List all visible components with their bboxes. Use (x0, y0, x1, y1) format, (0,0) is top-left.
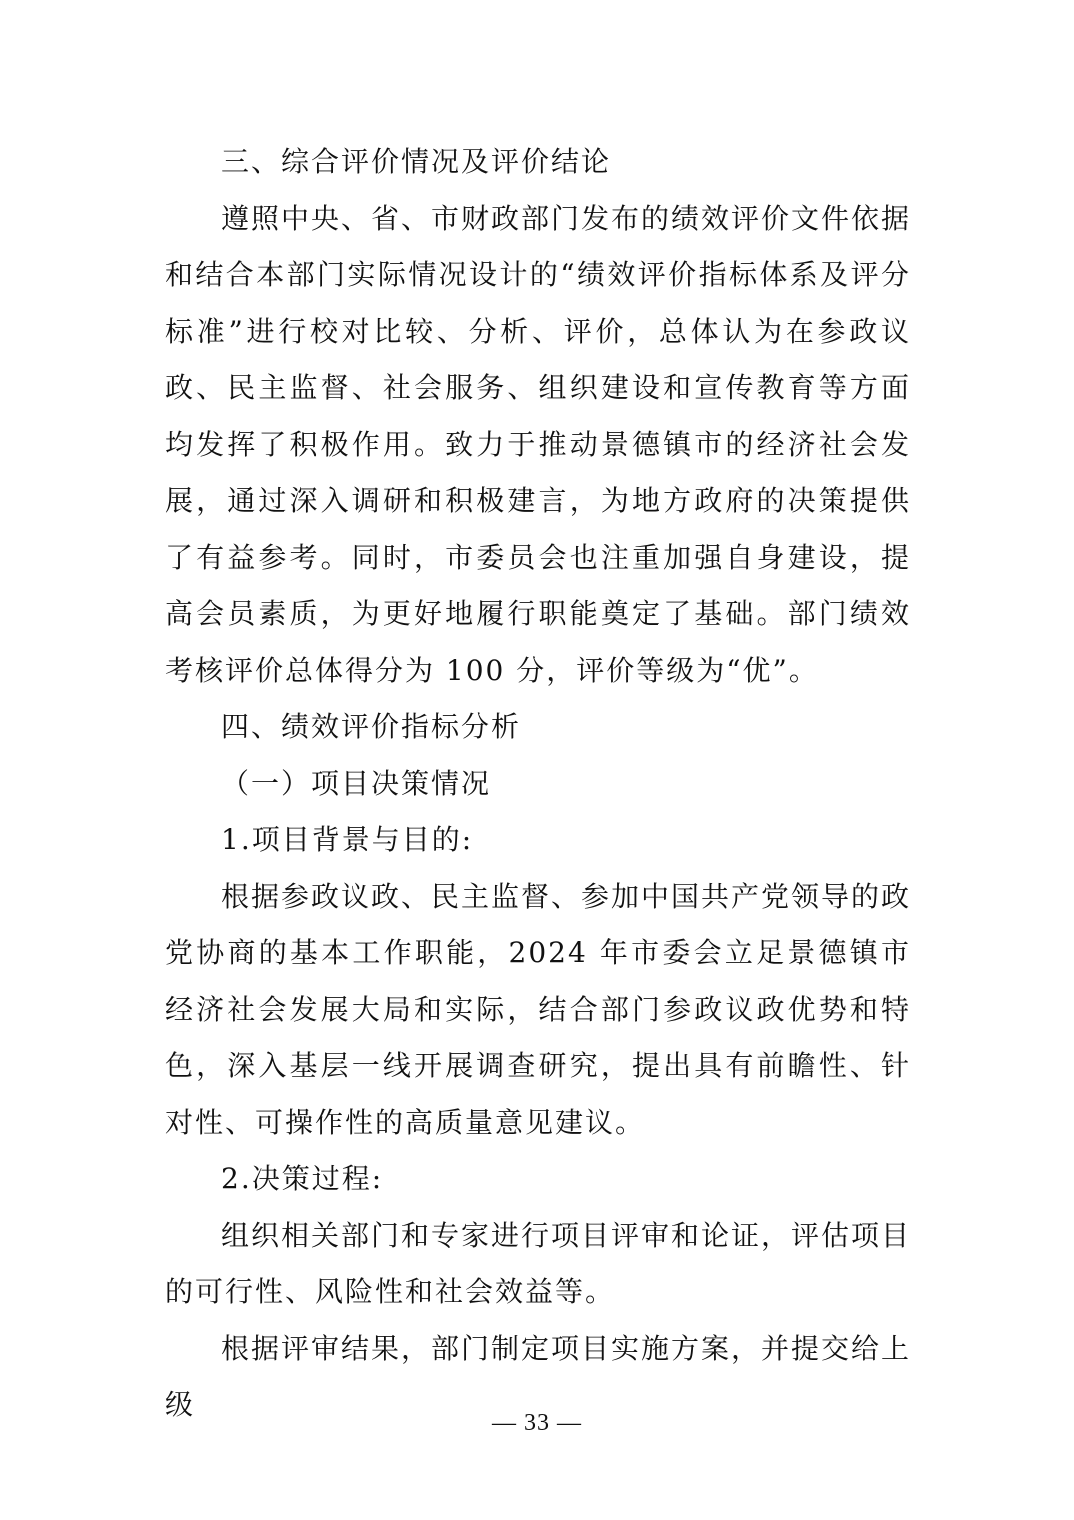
paragraph-review: 组织相关部门和专家进行项目评审和论证，评估项目的可行性、风险性和社会效益等。 (165, 1218, 912, 1308)
page-number: — 33 — (492, 1410, 582, 1436)
item-heading-background: 1.项目背景与目的: (221, 823, 474, 856)
item-heading-decision-process: 2.决策过程: (221, 1162, 384, 1195)
document-body (165, 134, 911, 1434)
section-heading-3: 三、综合评价情况及评价结论 (221, 145, 612, 178)
paragraph-evaluation-conclusion: 遵照中央、省、市财政部门发布的绩效评价文件依据和结合本部门实际情况设计的“绩效评价指标体系及评分标准”进行校对比较、分析、评价，总体认为在参政议政、民主监督、社会服务、组织建设和宣传教育等方面均发挥了积极作用。致力于推动景德镇市的经济社会发展，通过深入调研和积极建言，为地方政府的决策提供了有益参考。同时，市委员会也注重加强自身建设，提高会员素质，为更好地履行职能奠定了基础。部门绩效考核评价总体得分为 100 分，评价等级为“优”。 (165, 201, 912, 687)
paragraph-background: 根据参政议政、民主监督、参加中国共产党领导的政党协商的基本工作职能，2024 年市委会立足景德镇市经济社会发展大局和实际，结合部门参政议政优势和特色，深入基层一线开展调查研究，提出具有前瞻性、针对性、可操作性的高质量意见建议。 (165, 879, 912, 1139)
section-heading-4: 四、绩效评价指标分析 (221, 710, 522, 743)
paragraph-implementation: 根据评审结果，部门制定项目实施方案，并提交给上级 (165, 1331, 912, 1421)
subsection-heading-1: （一）项目决策情况 (221, 766, 492, 800)
